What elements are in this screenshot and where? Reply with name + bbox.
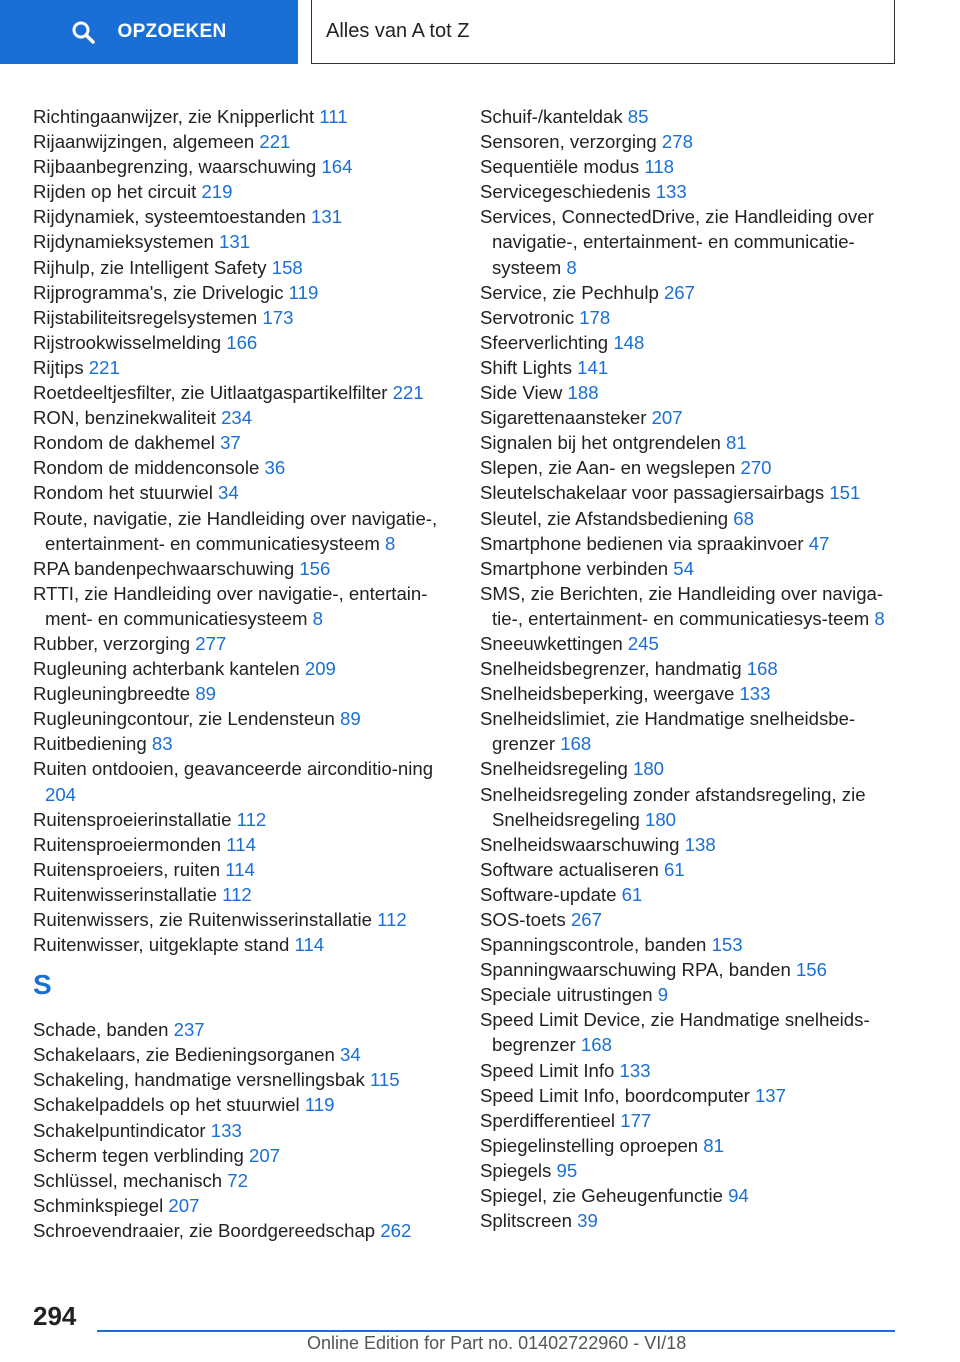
index-entry bbox=[480, 782, 900, 832]
index-entry-text: Rijdynamiek, systeemtoestanden bbox=[33, 206, 312, 228]
index-entry-text: Side View bbox=[480, 382, 568, 404]
index-entry bbox=[33, 1218, 463, 1243]
page-link[interactable]: 39 bbox=[577, 1210, 598, 1232]
index-entry-text: Speed Limit Device, zie Handmatige snelheids-begrenzer bbox=[480, 1009, 870, 1056]
page-link[interactable]: 34 bbox=[340, 1044, 361, 1066]
page-link[interactable]: 221 bbox=[88, 356, 120, 378]
page-link[interactable]: 204 bbox=[45, 783, 77, 805]
index-entry-text: SMS, zie Berichten, zie Handleiding over naviga-tie-, entertainment- en communicatiesys-teem bbox=[480, 582, 884, 629]
index-entry bbox=[33, 229, 463, 254]
footer-divider bbox=[97, 1330, 895, 1332]
page-link[interactable]: 118 bbox=[644, 156, 675, 178]
page-link[interactable]: 89 bbox=[195, 683, 216, 705]
index-entry bbox=[480, 706, 900, 756]
page-link[interactable]: 68 bbox=[733, 507, 754, 529]
page-link[interactable]: 188 bbox=[567, 382, 599, 404]
index-entry-text: Sigarettenaansteker bbox=[480, 407, 652, 429]
index-column-right bbox=[480, 104, 900, 1233]
page-link[interactable]: 133 bbox=[739, 683, 771, 705]
index-entry bbox=[33, 405, 463, 430]
index-entry bbox=[480, 882, 900, 907]
page-link[interactable]: 156 bbox=[795, 959, 827, 981]
index-entry-text: Sequentiële modus bbox=[480, 156, 645, 178]
page-link[interactable]: 166 bbox=[226, 331, 258, 353]
page-link[interactable]: 156 bbox=[299, 557, 331, 579]
page-link[interactable]: 114 bbox=[226, 833, 256, 855]
index-entry bbox=[33, 305, 463, 330]
index-entry bbox=[33, 380, 463, 405]
index-entry-text: Spiegels bbox=[480, 1159, 557, 1181]
index-entry-text: Snelheidswaarschuwing bbox=[480, 833, 685, 855]
index-entry-text: Servotronic bbox=[480, 306, 580, 328]
index-entry bbox=[480, 455, 900, 480]
index-entry bbox=[33, 480, 463, 505]
index-entry-text: Spanningwaarschuwing RPA, banden bbox=[480, 959, 796, 981]
index-entry-text: Spiegel, zie Geheugenfunctie bbox=[480, 1185, 729, 1207]
index-entry bbox=[33, 1143, 463, 1168]
page-link[interactable]: 95 bbox=[556, 1159, 578, 1181]
index-entry-text: Rubber, verzorging bbox=[33, 632, 196, 654]
page-header-title bbox=[311, 0, 895, 64]
index-entry-text: Rugleuningbreedte bbox=[33, 683, 196, 705]
index-entry-text: RTTI, zie Handleiding over navigatie-, entertain-ment- en communicatiesysteem bbox=[33, 582, 428, 629]
index-entry-text: Servicegeschiedenis bbox=[480, 181, 656, 203]
index-entry bbox=[480, 907, 900, 932]
page-link[interactable]: 267 bbox=[663, 281, 695, 303]
index-entry bbox=[33, 204, 463, 229]
index-entry bbox=[480, 857, 900, 882]
index-entry-text: Rondom het stuurwiel bbox=[33, 482, 218, 504]
index-entry-text: Snelheidslimiet, zie Handmatige snelheidsbe-grenzer bbox=[480, 708, 856, 755]
index-entry bbox=[33, 857, 463, 882]
index-entry bbox=[480, 1183, 900, 1208]
index-entry-text: Rondom de dakhemel bbox=[33, 432, 221, 454]
footer-edition: Online Edition for Part no. 01402722960 - VI/18 bbox=[307, 1333, 687, 1353]
index-entry-text: Schakelpuntindicator bbox=[33, 1119, 211, 1141]
index-entry-text: Schuif-/kanteldak bbox=[480, 106, 628, 127]
index-entry-text: Ruitbediening bbox=[33, 733, 152, 755]
page-link[interactable]: 112 bbox=[377, 909, 407, 930]
index-entry bbox=[480, 581, 900, 631]
page-link[interactable]: 267 bbox=[570, 909, 602, 930]
page-link[interactable]: 133 bbox=[619, 1059, 651, 1081]
index-entry bbox=[33, 882, 463, 907]
index-entry bbox=[33, 330, 463, 355]
index-entry bbox=[33, 154, 463, 179]
index-entry-text: Rugleuningcontour, zie Lendensteun bbox=[33, 708, 341, 730]
page-link[interactable]: 94 bbox=[728, 1185, 749, 1207]
page-link[interactable]: 131 bbox=[311, 206, 343, 228]
index-entry-text: Schakelaars, zie Bedieningsorganen bbox=[33, 1044, 340, 1066]
index-entry-text: RON, benzinekwaliteit bbox=[33, 407, 222, 429]
index-entry bbox=[480, 405, 900, 430]
page-link[interactable]: 81 bbox=[726, 432, 747, 454]
index-entry bbox=[33, 355, 463, 380]
index-entry bbox=[480, 104, 900, 129]
index-entry-text: Services, ConnectedDrive, zie Handleiding over navigatie-, entertainment- en communicatie-systeem bbox=[480, 206, 874, 278]
index-entry-text: Snelheidsbegrenzer, handmatig bbox=[480, 658, 747, 680]
index-entry bbox=[33, 581, 463, 631]
page-link[interactable]: 133 bbox=[210, 1119, 242, 1141]
index-entry bbox=[480, 506, 900, 531]
index-entry bbox=[33, 731, 463, 756]
index-entry bbox=[480, 982, 900, 1007]
page-link[interactable]: 221 bbox=[259, 131, 291, 153]
page-link[interactable]: 234 bbox=[221, 407, 253, 429]
search-icon bbox=[71, 20, 95, 44]
index-entry-text: Spiegelinstelling oproepen bbox=[480, 1134, 704, 1156]
section-letter: S bbox=[33, 969, 52, 1001]
index-entry bbox=[33, 179, 463, 204]
index-entry-text: Signalen bij het ontgrendelen bbox=[480, 432, 727, 454]
page-link[interactable]: 177 bbox=[620, 1109, 652, 1131]
index-entry bbox=[480, 1158, 900, 1183]
index-list-s-right bbox=[480, 104, 900, 1233]
index-entry-text: Rijhulp, zie Intelligent Safety bbox=[33, 256, 272, 278]
index-entry bbox=[480, 480, 900, 505]
index-entry-text: RPA bandenpechwaarschuwing bbox=[33, 557, 300, 579]
page-link[interactable]: 180 bbox=[633, 758, 665, 780]
index-entry bbox=[480, 832, 900, 857]
index-entry bbox=[480, 681, 900, 706]
index-entry-text: Rijdynamieksystemen bbox=[33, 231, 220, 253]
page-link[interactable]: 164 bbox=[321, 156, 353, 178]
index-entry bbox=[480, 932, 900, 957]
page-link[interactable]: 54 bbox=[673, 557, 694, 579]
index-entry bbox=[480, 756, 900, 781]
index-entry-text: Route, navigatie, zie Handleiding over navigatie-, entertainment- en communicatiesysteem bbox=[33, 507, 438, 554]
index-entry bbox=[33, 706, 463, 731]
index-entry bbox=[33, 832, 463, 857]
index-entry-text: SOS-toets bbox=[480, 909, 571, 930]
page-link[interactable]: 221 bbox=[392, 382, 424, 404]
page-link[interactable]: 180 bbox=[645, 808, 677, 830]
page-link[interactable]: 72 bbox=[227, 1169, 248, 1191]
index-entry bbox=[33, 631, 463, 656]
index-entry bbox=[480, 531, 900, 556]
page-link[interactable]: 114 bbox=[225, 858, 255, 880]
index-entry bbox=[480, 305, 900, 330]
index-entry bbox=[33, 1193, 463, 1218]
page-link[interactable]: 36 bbox=[264, 457, 286, 479]
index-entry-text: Speed Limit Info bbox=[480, 1059, 620, 1081]
index-entry-text: Ruitensproeiermonden bbox=[33, 833, 227, 855]
page-link[interactable]: 83 bbox=[151, 733, 173, 755]
index-entry-text: Schlüssel, mechanisch bbox=[33, 1169, 228, 1191]
page-link[interactable]: 114 bbox=[294, 934, 325, 956]
page-link[interactable]: 37 bbox=[220, 432, 241, 454]
index-entry-text: Slepen, zie Aan- en wegslepen bbox=[480, 457, 741, 479]
index-entry bbox=[33, 1067, 463, 1092]
page-link[interactable]: 61 bbox=[621, 883, 643, 905]
page-link[interactable]: 277 bbox=[195, 632, 227, 654]
index-entry bbox=[480, 355, 900, 380]
index-entry-text: Software-update bbox=[480, 883, 622, 905]
index-entry-text: Ruitensproeiers, ruiten bbox=[33, 858, 226, 880]
index-list-r bbox=[33, 104, 463, 957]
page-link[interactable]: 141 bbox=[577, 356, 609, 378]
page-link[interactable]: 207 bbox=[168, 1194, 200, 1216]
page-link[interactable]: 237 bbox=[173, 1019, 205, 1041]
page-link[interactable]: 168 bbox=[746, 658, 778, 680]
page-link[interactable]: 8 bbox=[566, 256, 577, 278]
index-entry-text: Speciale uitrustingen bbox=[480, 984, 658, 1006]
page-link[interactable]: 270 bbox=[740, 457, 772, 479]
page-link[interactable]: 137 bbox=[754, 1084, 786, 1106]
index-entry bbox=[480, 430, 900, 455]
index-entry-text: Rijden op het circuit bbox=[33, 181, 202, 203]
index-entry-text: Richtingaanwijzer, zie Knipperlicht bbox=[33, 106, 320, 127]
index-entry-text: Ruitenwisserinstallatie bbox=[33, 883, 223, 905]
index-entry-text: Ruitenwisser, uitgeklapte stand bbox=[33, 934, 295, 956]
index-entry bbox=[480, 129, 900, 154]
page-link[interactable]: 8 bbox=[312, 607, 323, 629]
page-link[interactable]: 278 bbox=[661, 131, 693, 153]
page-link[interactable]: 81 bbox=[703, 1134, 724, 1156]
page-link[interactable]: 115 bbox=[369, 1069, 400, 1091]
index-entry-text: Schade, banden bbox=[33, 1019, 174, 1041]
index-entry bbox=[33, 1017, 463, 1042]
page-link[interactable]: 168 bbox=[580, 1034, 612, 1056]
index-entry-text: Snelheidsbeperking, weergave bbox=[480, 683, 740, 705]
index-entry-text: Rijstrookwisselmelding bbox=[33, 331, 227, 353]
index-entry bbox=[480, 1083, 900, 1108]
index-entry bbox=[33, 807, 463, 832]
search-button-label: OPZOEKEN bbox=[117, 21, 227, 42]
index-entry bbox=[480, 656, 900, 681]
index-entry-text: Roetdeeltjesfilter, zie Uitlaatgaspartikelfilter bbox=[33, 382, 393, 404]
page-link[interactable]: 89 bbox=[340, 708, 361, 730]
index-entry-text: Ruiten ontdooien, geavanceerde airconditio-ning bbox=[33, 758, 434, 780]
index-entry bbox=[480, 631, 900, 656]
index-entry bbox=[480, 380, 900, 405]
page-link[interactable]: 47 bbox=[808, 532, 830, 554]
index-entry-text: Rijaanwijzingen, algemeen bbox=[33, 131, 260, 153]
index-entry bbox=[480, 957, 900, 982]
index-entry bbox=[480, 280, 900, 305]
page-link[interactable]: 158 bbox=[271, 256, 303, 278]
index-entry-text: Sensoren, verzorging bbox=[480, 131, 662, 153]
index-entry bbox=[33, 1042, 463, 1067]
page-link[interactable]: 112 bbox=[236, 808, 267, 830]
index-entry-text: Sfeerverlichting bbox=[480, 331, 614, 353]
index-entry bbox=[33, 907, 463, 932]
index-entry-text: Speed Limit Info, boordcomputer bbox=[480, 1084, 755, 1106]
index-entry bbox=[33, 104, 463, 129]
index-entry bbox=[480, 1058, 900, 1083]
index-entry bbox=[33, 556, 463, 581]
index-entry bbox=[480, 1208, 900, 1233]
index-entry bbox=[480, 1007, 900, 1057]
index-entry-text: Shift Lights bbox=[480, 356, 578, 378]
index-entry bbox=[33, 1168, 463, 1193]
index-entry bbox=[33, 1118, 463, 1143]
index-list-s-left bbox=[33, 1017, 463, 1243]
page-link[interactable]: 151 bbox=[829, 482, 861, 504]
page-link[interactable]: 207 bbox=[249, 1144, 281, 1166]
index-entry bbox=[33, 681, 463, 706]
index-entry-text: Sperdifferentieel bbox=[480, 1109, 621, 1131]
page-link[interactable]: 111 bbox=[319, 106, 348, 127]
index-entry-text: Schakeling, handmatige versnellingsbak bbox=[33, 1069, 370, 1091]
index-entry bbox=[480, 1133, 900, 1158]
index-entry bbox=[33, 430, 463, 455]
index-entry-text: Sneeuwkettingen bbox=[480, 632, 628, 654]
page-link[interactable]: 131 bbox=[219, 231, 251, 253]
index-entry-text: Rijtips bbox=[33, 356, 89, 378]
index-entry bbox=[33, 506, 463, 556]
page-link[interactable]: 119 bbox=[288, 281, 319, 303]
index-entry bbox=[480, 179, 900, 204]
index-entry-text: Service, zie Pechhulp bbox=[480, 281, 664, 303]
page-link[interactable]: 112 bbox=[222, 883, 252, 905]
page-link[interactable]: 138 bbox=[684, 833, 716, 855]
index-entry-text: Rondom de middenconsole bbox=[33, 457, 265, 479]
index-entry-text: Rijprogramma's, zie Drivelogic bbox=[33, 281, 289, 303]
index-entry bbox=[33, 756, 463, 806]
index-entry bbox=[480, 1108, 900, 1133]
page-link[interactable]: 34 bbox=[218, 482, 239, 504]
index-entry bbox=[33, 129, 463, 154]
index-entry-text: Sleutelschakelaar voor passagiersairbags bbox=[480, 482, 830, 504]
index-entry bbox=[33, 932, 463, 957]
index-entry-text: Schminkspiegel bbox=[33, 1194, 169, 1216]
index-entry-text: Rijbaanbegrenzing, waarschuwing bbox=[33, 156, 322, 178]
page-link[interactable]: 173 bbox=[262, 306, 294, 328]
index-entry-text: Smartphone bedienen via spraakinvoer bbox=[480, 532, 809, 554]
page-link[interactable]: 207 bbox=[651, 407, 683, 429]
index-entry-text: Schroevendraaier, zie Boordgereedschap bbox=[33, 1219, 381, 1241]
page-link[interactable]: 61 bbox=[663, 858, 685, 880]
page-link[interactable]: 8 bbox=[385, 532, 396, 554]
page-link[interactable]: 119 bbox=[304, 1094, 335, 1116]
index-entry-text: Sleutel, zie Afstandsbediening bbox=[480, 507, 734, 529]
search-button[interactable] bbox=[0, 0, 298, 64]
page-link[interactable]: 153 bbox=[711, 934, 743, 956]
index-entry-text: Smartphone verbinden bbox=[480, 557, 674, 579]
index-entry bbox=[33, 656, 463, 681]
index-entry bbox=[33, 1092, 463, 1117]
index-entry bbox=[33, 455, 463, 480]
page-link[interactable]: 178 bbox=[579, 306, 611, 328]
page-link[interactable]: 219 bbox=[201, 181, 233, 203]
index-entry-text: Schakelpaddels op het stuurwiel bbox=[33, 1094, 305, 1116]
index-entry-text: Software actualiseren bbox=[480, 858, 664, 880]
index-entry-text: Spanningscontrole, banden bbox=[480, 934, 712, 956]
index-entry-text: Ruitenwissers, zie Ruitenwisserinstallatie bbox=[33, 909, 378, 930]
index-entry bbox=[480, 330, 900, 355]
page-link[interactable]: 8 bbox=[874, 607, 885, 629]
index-entry bbox=[480, 204, 900, 279]
page-link[interactable]: 245 bbox=[627, 632, 659, 654]
index-entry-text: Rugleuning achterbank kantelen bbox=[33, 658, 305, 680]
page-link[interactable]: 262 bbox=[380, 1219, 412, 1241]
page-link[interactable]: 168 bbox=[560, 733, 592, 755]
page-link[interactable]: 85 bbox=[627, 106, 649, 127]
page-link[interactable]: 209 bbox=[304, 658, 336, 680]
index-entry-text: Snelheidsregeling zonder afstandsregeling, zie Snelheidsregeling bbox=[480, 783, 866, 830]
page-link[interactable]: 148 bbox=[613, 331, 645, 353]
page-link[interactable]: 133 bbox=[655, 181, 687, 203]
index-entry bbox=[33, 255, 463, 280]
index-entry-text: Rijstabiliteitsregelsystemen bbox=[33, 306, 263, 328]
index-entry-text: Snelheidsregeling bbox=[480, 758, 633, 780]
index-column-left bbox=[33, 104, 463, 1243]
index-entry-text: Ruitensproeierinstallatie bbox=[33, 808, 237, 830]
index-entry-text: Splitscreen bbox=[480, 1210, 578, 1232]
index-entry bbox=[480, 556, 900, 581]
page-number: 294 bbox=[33, 1301, 77, 1331]
index-entry bbox=[480, 154, 900, 179]
index-entry-text: Scherm tegen verblinding bbox=[33, 1144, 250, 1166]
header-title-text: Alles van A tot Z bbox=[326, 20, 470, 42]
page-link[interactable]: 9 bbox=[657, 984, 669, 1006]
index-entry bbox=[33, 280, 463, 305]
